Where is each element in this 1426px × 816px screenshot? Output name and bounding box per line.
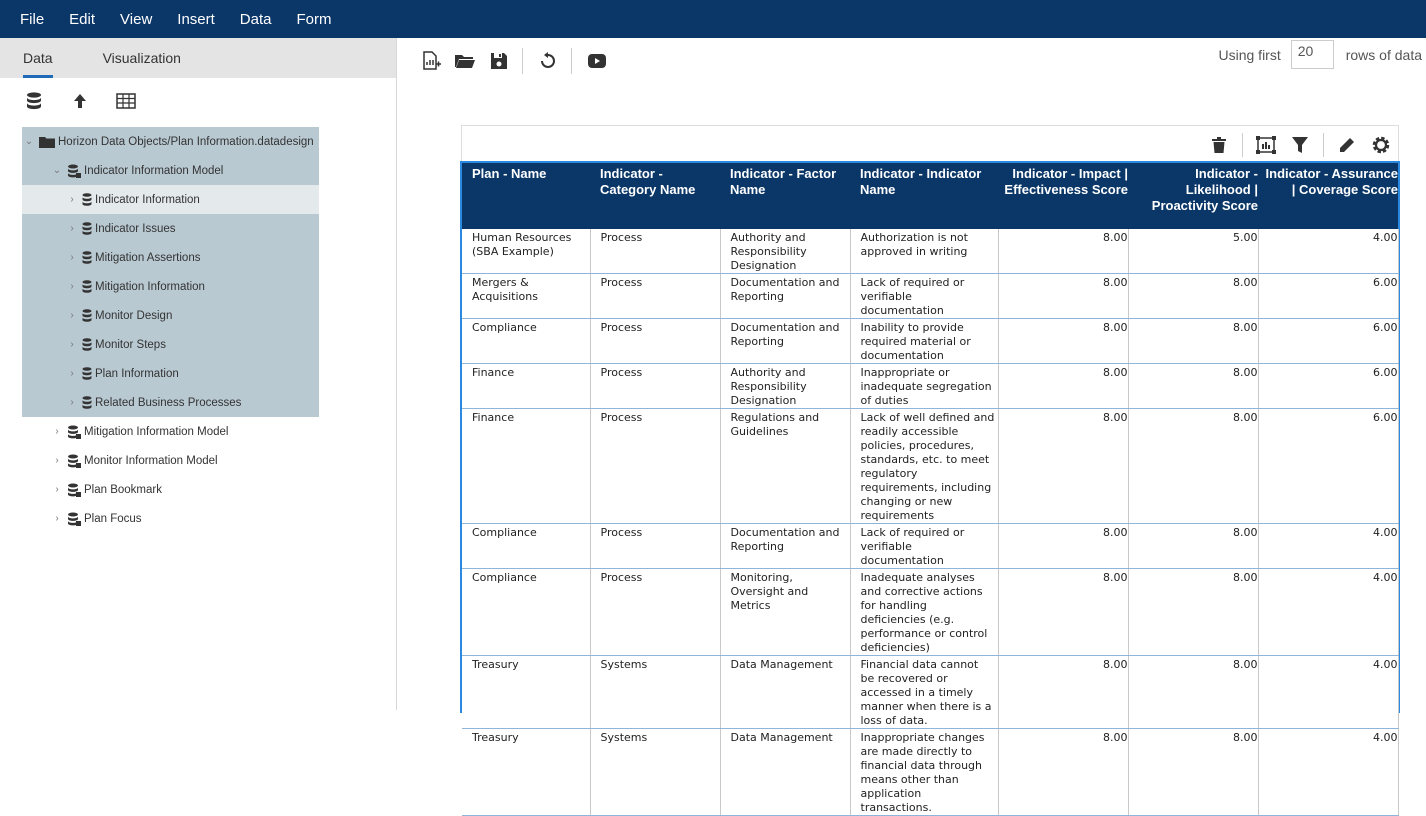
table-cell: Process xyxy=(590,569,720,656)
table-cell: Compliance xyxy=(462,569,590,656)
tree-model[interactable] xyxy=(22,156,319,185)
table-row xyxy=(462,274,1398,319)
table-cell: Inability to provide required material or documentation xyxy=(850,319,998,364)
tree-item-monitor-steps[interactable] xyxy=(22,330,319,359)
table-cell: Mergers & Acquisitions xyxy=(462,274,590,319)
data-model-icon xyxy=(67,164,81,178)
table-row xyxy=(462,524,1398,569)
tree-item-plan-information[interactable] xyxy=(22,359,319,388)
table-cell: 6.00 xyxy=(1258,364,1398,409)
table-cell: Data Management xyxy=(720,656,850,729)
upload-arrow-icon[interactable] xyxy=(71,92,89,110)
toolbar-divider xyxy=(1323,133,1324,157)
table-cell: Authority and Responsibility Designation xyxy=(720,364,850,409)
table-cell: 4.00 xyxy=(1258,229,1398,274)
table-cell: 8.00 xyxy=(1128,364,1258,409)
table-row xyxy=(462,364,1398,409)
table-cell: Inadequate analyses and corrective actions for handling deficiencies (e.g. performance or control deficiencies) xyxy=(850,569,998,656)
table-cell: 6.00 xyxy=(1258,274,1398,319)
table-cell: Lack of well defined and readily accessible policies, procedures, standards, etc. to meet regulatory requirements, including changing or new requirements xyxy=(850,409,998,524)
table-cell: Systems xyxy=(590,729,720,816)
save-icon[interactable] xyxy=(488,50,510,72)
table-row xyxy=(462,656,1398,729)
tree-item-label: Plan Information xyxy=(95,367,179,380)
table-cell: 8.00 xyxy=(1128,319,1258,364)
main-toolbar xyxy=(420,44,620,78)
table-cell: 4.00 xyxy=(1258,524,1398,569)
table-row xyxy=(462,319,1398,364)
menu-insert[interactable]: Insert xyxy=(177,10,215,28)
tree-model-label: Plan Focus xyxy=(84,512,142,525)
tree-model-monitor-information[interactable] xyxy=(22,446,319,475)
column-header[interactable]: Indicator - Indicator Name xyxy=(850,163,998,229)
tree-model-label: Plan Bookmark xyxy=(84,483,162,496)
table-cell: Inappropriate or inadequate segregation of duties xyxy=(850,364,998,409)
tree-model-label: Mitigation Information Model xyxy=(84,425,229,438)
table-cell: Documentation and Reporting xyxy=(720,524,850,569)
visual-toolbar xyxy=(1196,132,1392,158)
main-area xyxy=(398,38,1426,814)
table-cell: Financial data cannot be recovered or accessed in a timely manner when there is a loss of data. xyxy=(850,656,998,729)
rows-control xyxy=(1219,40,1423,69)
tree-model-mitigation-information[interactable] xyxy=(22,417,319,446)
filter-icon[interactable] xyxy=(1289,134,1311,156)
table-cell: 8.00 xyxy=(998,569,1128,656)
chevron-right-icon[interactable]: › xyxy=(55,455,59,466)
chart-frame-icon[interactable] xyxy=(1255,134,1277,156)
toolbar-divider xyxy=(1242,133,1243,157)
data-tree xyxy=(22,127,319,533)
table-header-row xyxy=(462,163,1398,229)
chevron-right-icon[interactable]: › xyxy=(55,484,59,495)
table-cell: Process xyxy=(590,524,720,569)
table-cell: 8.00 xyxy=(1128,409,1258,524)
data-model-icon xyxy=(67,425,81,439)
tree-model-label: Indicator Information Model xyxy=(84,164,224,177)
tree-root-label: Horizon Data Objects/Plan Information.datadesign xyxy=(58,135,314,148)
table-cell: 8.00 xyxy=(998,364,1128,409)
row-count-input[interactable]: 20 xyxy=(1291,40,1334,69)
database-icon xyxy=(82,193,92,206)
table-cell: 8.00 xyxy=(1128,729,1258,816)
table-cell: 8.00 xyxy=(1128,656,1258,729)
table-cell: Finance xyxy=(462,409,590,524)
table-row xyxy=(462,409,1398,524)
tree-item-related-business-processes[interactable] xyxy=(22,388,319,417)
table-cell: Documentation and Reporting xyxy=(720,274,850,319)
database-icon xyxy=(82,309,92,322)
left-toolbar xyxy=(0,78,396,124)
table-cell: Human Resources (SBA Example) xyxy=(462,229,590,274)
table-cell: 8.00 xyxy=(1128,569,1258,656)
table-cell: Documentation and Reporting xyxy=(720,319,850,364)
column-header[interactable]: Indicator - Factor Name xyxy=(720,163,850,229)
table-row xyxy=(462,569,1398,656)
chevron-down-icon[interactable]: ⌄ xyxy=(52,165,62,176)
gear-icon[interactable] xyxy=(1370,134,1392,156)
rows-prefix: Using first xyxy=(1218,46,1281,63)
column-header[interactable]: Indicator - Category Name xyxy=(590,163,720,229)
table-cell: 5.00 xyxy=(1128,229,1258,274)
database-icon xyxy=(82,222,92,235)
table-cell: 4.00 xyxy=(1258,656,1398,729)
tree-item-monitor-design[interactable] xyxy=(22,301,319,330)
table-cell: Treasury xyxy=(462,729,590,816)
table-cell: Process xyxy=(590,229,720,274)
database-icon xyxy=(82,280,92,293)
table-cell: Authorization is not approved in writing xyxy=(850,229,998,274)
menu-view[interactable]: View xyxy=(120,10,153,28)
table-cell: Inappropriate changes are made directly to financial data through means other than application transactions. xyxy=(850,729,998,816)
chevron-right-icon[interactable]: › xyxy=(70,397,74,408)
table-row xyxy=(462,729,1398,816)
tree-item-label: Indicator Issues xyxy=(95,222,176,235)
chevron-right-icon[interactable]: › xyxy=(55,513,59,524)
menu-edit[interactable]: Edit xyxy=(69,10,96,28)
table-cell: 6.00 xyxy=(1258,319,1398,364)
table-cell: Finance xyxy=(462,364,590,409)
tree-item-label: Indicator Information xyxy=(95,193,200,206)
play-video-icon[interactable] xyxy=(586,50,608,72)
data-table xyxy=(462,163,1399,816)
trash-icon[interactable] xyxy=(1208,134,1230,156)
table-cell: Compliance xyxy=(462,319,590,364)
table-cell: Process xyxy=(590,319,720,364)
menu-bar xyxy=(0,0,1426,38)
table-cell: 8.00 xyxy=(998,319,1128,364)
table-cell: Treasury xyxy=(462,656,590,729)
tree-item-label: Monitor Design xyxy=(95,309,173,322)
table-grid-icon[interactable] xyxy=(117,92,135,110)
tree-model-label: Monitor Information Model xyxy=(84,454,218,467)
tab-data[interactable]: Data xyxy=(23,38,53,78)
open-folder-icon[interactable] xyxy=(454,50,476,72)
left-tabs xyxy=(0,38,396,78)
table-row xyxy=(462,229,1398,274)
chevron-right-icon[interactable]: › xyxy=(70,194,74,205)
column-header[interactable]: Plan - Name xyxy=(462,163,590,229)
chevron-right-icon[interactable]: › xyxy=(70,339,74,350)
table-cell: 8.00 xyxy=(998,524,1128,569)
data-model-icon xyxy=(67,512,81,526)
rows-suffix: rows of data xyxy=(1345,46,1422,63)
menu-data[interactable]: Data xyxy=(239,10,272,28)
tree-item-indicator-information[interactable] xyxy=(22,185,319,214)
table-cell: 6.00 xyxy=(1258,409,1398,524)
data-table-wrapper xyxy=(460,161,1400,814)
tree-item-label: Mitigation Assertions xyxy=(95,251,201,264)
data-model-icon xyxy=(67,483,81,497)
table-cell: 8.00 xyxy=(1128,274,1258,319)
column-header[interactable]: Indicator - Impact | Effectiveness Score xyxy=(998,163,1128,229)
database-icon xyxy=(82,367,92,380)
database-icon xyxy=(82,251,92,264)
table-cell: Process xyxy=(590,274,720,319)
tree-model-plan-focus[interactable] xyxy=(22,504,319,533)
table-cell: 8.00 xyxy=(998,409,1128,524)
database-icon[interactable] xyxy=(25,92,43,110)
chevron-right-icon[interactable]: › xyxy=(70,252,74,263)
table-cell: Monitoring, Oversight and Metrics xyxy=(720,569,850,656)
toolbar-divider xyxy=(522,48,523,74)
column-header[interactable]: Indicator - Likelihood | Proactivity Score xyxy=(1128,163,1258,229)
table-cell: 8.00 xyxy=(998,656,1128,729)
menu-format[interactable]: Form xyxy=(296,10,332,28)
tree-item-mitigation-assertions[interactable] xyxy=(22,243,319,272)
chevron-right-icon[interactable]: › xyxy=(70,281,74,292)
table-cell: 4.00 xyxy=(1258,729,1398,816)
table-cell: Process xyxy=(590,364,720,409)
table-cell: Data Management xyxy=(720,729,850,816)
chevron-right-icon[interactable]: › xyxy=(70,368,74,379)
table-cell: Compliance xyxy=(462,524,590,569)
folder-icon xyxy=(39,136,55,148)
chevron-right-icon[interactable]: › xyxy=(70,223,74,234)
tree-item-indicator-issues[interactable] xyxy=(22,214,319,243)
tree-root[interactable] xyxy=(22,127,319,156)
edit-pencil-icon[interactable] xyxy=(1336,134,1358,156)
tree-item-mitigation-information[interactable] xyxy=(22,272,319,301)
chevron-right-icon[interactable]: › xyxy=(70,310,74,321)
database-icon xyxy=(82,396,92,409)
left-panel xyxy=(0,38,397,710)
toolbar-divider xyxy=(571,48,572,74)
table-cell: 8.00 xyxy=(998,274,1128,319)
table-cell: Lack of required or verifiable documentation xyxy=(850,274,998,319)
database-icon xyxy=(82,338,92,351)
new-report-icon[interactable] xyxy=(420,50,442,72)
tree-item-label: Mitigation Information xyxy=(95,280,205,293)
table-cell: 8.00 xyxy=(998,729,1128,816)
tree-item-label: Monitor Steps xyxy=(95,338,166,351)
chevron-down-icon[interactable]: ⌄ xyxy=(24,136,34,147)
menu-file[interactable]: File xyxy=(20,10,45,28)
table-cell: Lack of required or verifiable documentation xyxy=(850,524,998,569)
column-header[interactable]: Indicator - Assurance | Coverage Score xyxy=(1258,163,1398,229)
table-cell: Systems xyxy=(590,656,720,729)
tree-item-label: Related Business Processes xyxy=(95,396,242,409)
chevron-right-icon[interactable]: › xyxy=(55,426,59,437)
tree-model-plan-bookmark[interactable] xyxy=(22,475,319,504)
data-model-icon xyxy=(67,454,81,468)
tab-visualization[interactable]: Visualization xyxy=(102,50,181,66)
table-cell: 8.00 xyxy=(998,229,1128,274)
table-cell: Process xyxy=(590,409,720,524)
table-cell: 4.00 xyxy=(1258,569,1398,656)
table-cell: Authority and Responsibility Designation xyxy=(720,229,850,274)
table-cell: Regulations and Guidelines xyxy=(720,409,850,524)
table-visual xyxy=(461,125,1399,814)
refresh-icon[interactable] xyxy=(537,50,559,72)
table-cell: 8.00 xyxy=(1128,524,1258,569)
